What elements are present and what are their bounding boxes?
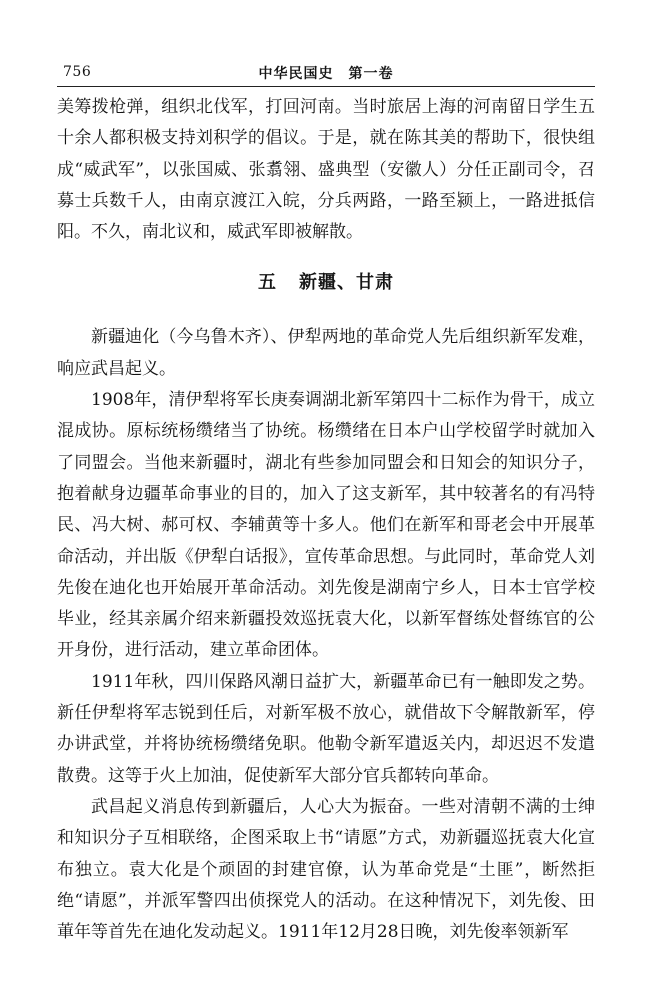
page-body [57,92,595,948]
paragraph: 武昌起义消息传到新疆后，人心大为振奋。一些对清朝不满的士绅和知识分子互相联络，企图采取上书“请愿”方式，劝新疆巡抚袁大化宣布独立。袁大化是个顽固的封建官僚，认为革命党是“土匪”，断然拒绝“请愿”，并派军警四出侦探党人的活动。在这种情况下，刘先俊、田莗年等首先在迪化发动起义。1911年12月28日晚，刘先俊率领新军 [57,796,595,943]
section-number: 五 [258,272,277,294]
page-number: 756 [63,64,92,80]
paragraph: 1908年，清伊犁将军长庚奏调湖北新军第四十二标作为骨干，成立混成协。原标统杨缵绪当了协统。杨缵绪在日本户山学校留学时就加入了同盟会。当他来新疆时，湖北有些参加同盟会和日知会的知识分子，抱着献身边疆革命事业的目的，加入了这支新军，其中较著名的有冯特民、冯大树、郝可权、李辅黄等十多人。他们在新军和哥老会中开展革命活动，并出版《伊犁白话报》，宣传革命思想。与此同时，革命党人刘先俊在迪化也开始展开革命活动。刘先俊是湖南宁乡人，日本士官学校毕业，经其亲属介绍来新疆投效巡抚袁大化，以新军督练处督练官的公开身份，进行活动，建立革命团体。 [57,390,595,661]
paragraph: 新疆迪化（今乌鲁木齐）、伊犁两地的革命党人先后组织新军发难，响应武昌起义。 [57,327,595,379]
page-header [57,58,595,82]
running-title: 中华民国史 第一卷 [258,66,394,82]
section-heading [57,268,595,298]
section-title: 新疆、甘肃 [299,272,394,294]
paragraph: 1911年秋，四川保路风潮日益扩大，新疆革命已有一触即发之势。新任伊犁将军志锐到任后，对新军极不放心，就借故下令解散新军，停办讲武堂，并将协统杨缵绪免职。他勒令新军遣返关内，却迟迟不发遣散费。这等于火上加油，促使新军大部分官兵都转向革命。 [57,671,595,786]
paragraph-continued: 美筹拨枪弹，组织北伐军，打回河南。当时旅居上海的河南留日学生五十余人都积极支持刘积学的倡议。于是，就在陈其美的帮助下，很快组成“威武军”，以张国威、张翥翎、盛典型（安徽人）分任正副司令，召募士兵数千人，由南京渡江入皖，分兵两路，一路至颍上，一路进抵信阳。不久，南北议和，威武军即被解散。 [57,97,595,243]
header-rule [57,86,595,87]
